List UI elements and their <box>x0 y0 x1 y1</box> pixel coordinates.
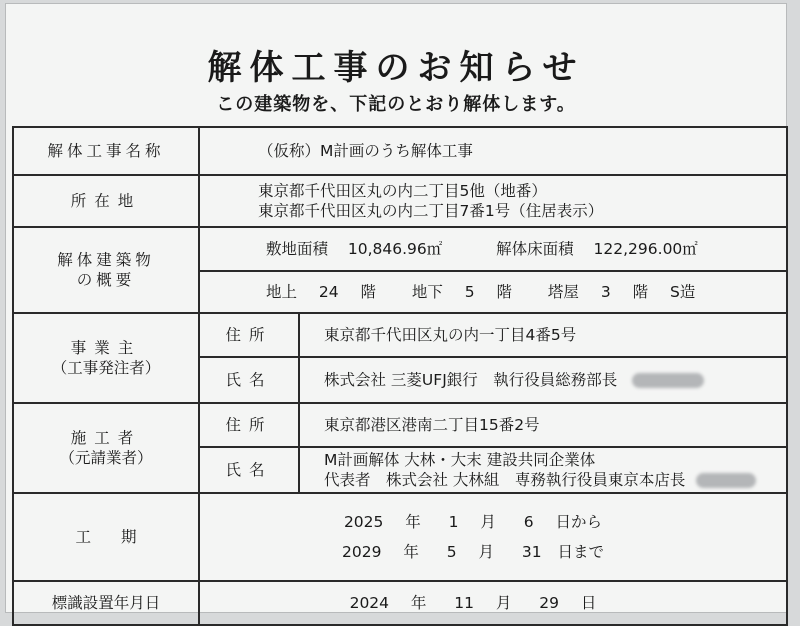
location-line2: 東京都千代田区丸の内二丁目7番1号（住居表示） <box>258 202 604 220</box>
floor-unit-3: 階 <box>632 282 649 301</box>
owner-address-label: 住所 <box>199 313 299 357</box>
row-period <box>13 493 787 581</box>
location-value <box>199 175 787 227</box>
period-end <box>160 542 786 562</box>
period-start-year: 2025 <box>343 512 384 531</box>
period-end-day: 31 <box>521 543 542 561</box>
notice-board <box>6 4 786 612</box>
sign-date-day-unit: 日 <box>580 593 597 612</box>
notice-title: 解体工事のお知らせ <box>207 48 585 88</box>
period-start-year-unit: 年 <box>405 512 421 531</box>
site-area-label: 敷地面積 <box>266 239 329 258</box>
floors-below-label: 地下 <box>411 282 443 301</box>
period-label: 工期 <box>13 493 199 581</box>
owner-name-cell <box>299 357 787 403</box>
contractor-address-label: 住所 <box>199 403 299 447</box>
row-sign-date <box>13 581 787 625</box>
sign-date-day: 29 <box>539 593 560 612</box>
penthouse-value: 3 <box>600 282 611 301</box>
floors-above-label: 地上 <box>266 282 298 301</box>
notice-table <box>12 126 788 626</box>
overview-area-cell <box>199 227 787 271</box>
contractor-name-line2: 代表者 株式会社 大林組 専務執行役員東京本店長 <box>324 471 686 489</box>
contractor-label <box>13 403 199 493</box>
period-end-month: 5 <box>446 543 457 561</box>
redacted-blur <box>696 473 756 488</box>
floor-unit-2: 階 <box>496 282 513 301</box>
location-label: 所在地 <box>13 175 199 227</box>
structure-value: S造 <box>669 282 696 301</box>
period-cell <box>199 493 787 581</box>
floor-unit-1: 階 <box>360 282 377 301</box>
overview-label <box>13 227 199 313</box>
row-owner-address <box>13 313 787 357</box>
floor-area-label: 解体床面積 <box>496 239 574 258</box>
owner-label-line2: （工事発注者） <box>51 359 161 377</box>
project-name-label: 解体工事名称 <box>13 127 199 175</box>
project-name-value: （仮称）M計画のうち解体工事 <box>199 127 787 175</box>
period-end-year-unit: 年 <box>403 543 419 561</box>
contractor-name-cell <box>299 447 787 493</box>
sign-date-year-unit: 年 <box>410 593 427 612</box>
contractor-address-value: 東京都港区港南二丁目15番2号 <box>299 403 787 447</box>
owner-name-value: 株式会社 三菱UFJ銀行 執行役員総務部長 <box>324 370 618 389</box>
contractor-label-line1: 施工者 <box>70 428 142 447</box>
row-overview-area <box>13 227 787 271</box>
contractor-name-label: 氏名 <box>199 447 299 493</box>
row-location <box>13 175 787 227</box>
notice-subtitle: この建築物を、下記のとおり解体します。 <box>216 94 576 115</box>
period-start <box>160 512 786 532</box>
location-line1: 東京都千代田区丸の内二丁目5他（地番） <box>258 181 547 200</box>
period-end-suffix: 日まで <box>557 543 604 561</box>
sign-date-year: 2024 <box>349 593 390 612</box>
period-start-month: 1 <box>448 512 459 531</box>
contractor-label-line2: （元請業者） <box>59 449 153 467</box>
owner-name-label: 氏名 <box>199 357 299 403</box>
owner-label-line1: 事業主 <box>70 338 142 357</box>
owner-label <box>13 313 199 403</box>
row-project-name <box>13 127 787 175</box>
sign-date-month-unit: 月 <box>495 593 512 612</box>
floors-above-value: 24 <box>318 282 339 301</box>
floor-area-value: 122,296.00㎡ <box>593 239 698 258</box>
period-start-suffix: 日から <box>555 512 603 531</box>
period-end-month-unit: 月 <box>478 543 494 561</box>
contractor-name-line1: M計画解体 大林・大末 建設共同企業体 <box>324 450 596 469</box>
owner-address-value: 東京都千代田区丸の内一丁目4番5号 <box>299 313 787 357</box>
overview-floors-cell <box>199 271 787 313</box>
row-contractor-address <box>13 403 787 447</box>
floors-below-value: 5 <box>464 282 475 301</box>
overview-label-line2: の概要 <box>76 271 136 289</box>
penthouse-label: 塔屋 <box>547 282 579 301</box>
overview-label-line1: 解体建築物 <box>57 250 155 269</box>
redacted-blur <box>632 373 704 388</box>
sign-date-label: 標識設置年月日 <box>13 581 199 625</box>
sign-date-month: 11 <box>454 593 475 612</box>
contractor-name-line2-wrap <box>324 470 786 490</box>
sign-date-cell <box>199 581 787 625</box>
period-start-day: 6 <box>523 512 534 531</box>
site-area-value: 10,846.96㎡ <box>347 239 443 258</box>
period-end-year: 2029 <box>342 543 382 561</box>
period-start-month-unit: 月 <box>480 512 496 531</box>
